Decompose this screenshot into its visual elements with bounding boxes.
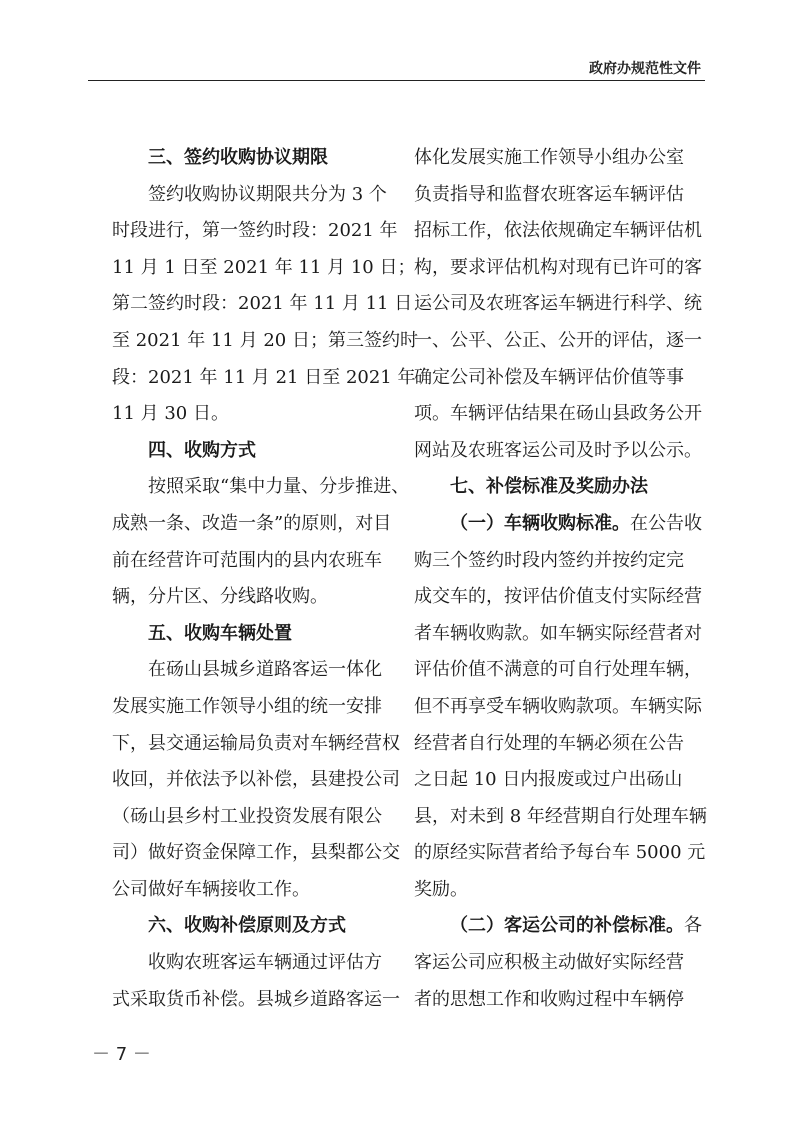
text-line (414, 360, 682, 397)
text-line (414, 250, 702, 287)
line-text: 四、收购方式 (148, 439, 256, 461)
text-line (414, 835, 706, 872)
line-text: 收购农班客运车辆通过评估方 (148, 952, 382, 974)
text-line (112, 982, 400, 1019)
line-text: 三、签约收购协议期限 (148, 147, 328, 168)
text-line (414, 762, 682, 799)
line-text: 五、收购车辆处置 (148, 622, 292, 644)
text-line (414, 177, 682, 214)
line-text: 一、公平、公正、公开的评估，逐一 (414, 329, 702, 351)
text-line (112, 579, 380, 616)
line-text: 者车辆收购款。如车辆实际经营者对 (414, 622, 702, 644)
line-text: 但不再享受车辆收购款项。车辆实际 (414, 695, 702, 717)
line-text: 的原经实际营者给予每台车 5000 元 (414, 842, 706, 864)
line-text: 各 (684, 915, 702, 937)
text-line (414, 433, 702, 470)
line-text: 签约收购协议期限共分为 3 个 (148, 183, 387, 205)
line-text: 县，对未到 8 年经营期自行处理车辆 (414, 805, 707, 827)
line-text: 发展实施工作领导小组的统一安排 (112, 695, 382, 717)
text-line (414, 286, 702, 323)
text-line (414, 396, 702, 433)
text-line (414, 140, 682, 177)
document-category-label: 政府办规范性文件 (589, 61, 701, 77)
line-text: 收回，并依法予以补偿，县建投公司 (112, 769, 400, 791)
text-line (414, 689, 702, 726)
right-text-column (414, 140, 707, 1018)
text-line (112, 177, 387, 214)
text-line (414, 543, 682, 580)
line-text: 客运公司应积极主动做好实际经营 (414, 952, 684, 974)
line-text: 体化发展实施工作领导小组办公室 (414, 147, 684, 168)
text-line (112, 323, 418, 360)
text-line (414, 726, 682, 763)
paragraph-lead: （二）客运公司的补偿标准。 (450, 915, 684, 937)
text-line (414, 982, 682, 1019)
line-text: 公司做好车辆接收工作。 (112, 878, 310, 900)
line-text: 者的思想工作和收购过程中车辆停 (414, 988, 684, 1010)
page-number: － 7 － (92, 1044, 151, 1065)
text-line (414, 616, 702, 653)
line-text: 成交车的，按评估价值支付实际经营 (414, 586, 702, 608)
section-heading (112, 433, 380, 470)
line-text: 11 月 1 日至 2021 年 11 月 10 日； (112, 256, 416, 278)
line-text: 在砀山县城乡道路客运一体化 (148, 659, 382, 681)
line-text: 下，县交通运输局负责对车辆经营权 (112, 732, 400, 754)
left-text-column (112, 140, 418, 1018)
line-text: 按照采取“集中力量、分步推进、 (148, 476, 410, 498)
line-text: 网站及农班客运公司及时予以公示。 (414, 439, 702, 461)
text-line (414, 579, 702, 616)
text-line (112, 652, 380, 689)
text-line (112, 396, 380, 433)
line-text: 在公告收 (630, 512, 702, 534)
line-text: 成熟一条、改造一条”的原则，对目 (112, 512, 392, 534)
line-text: 评估价值不满意的可自行处理车辆， (414, 659, 702, 681)
text-line (414, 506, 702, 543)
text-line (112, 469, 410, 506)
text-line (414, 945, 682, 982)
line-text: （砀山县乡村工业投资发展有限公 (112, 805, 382, 827)
line-text: 确定公司补偿及车辆评估价值等事 (414, 366, 684, 388)
line-text: 运公司及农班客运车辆进行科学、统 (414, 293, 702, 315)
text-line (112, 835, 400, 872)
line-text: 七、补偿标准及奖励办法 (450, 476, 648, 498)
section-heading (112, 616, 380, 653)
text-line (414, 323, 702, 360)
line-text: 至 2021 年 11 月 20 日；第三签约时 (112, 329, 418, 351)
line-text: 辆，分片区、分线路收购。 (112, 586, 328, 608)
header-rule (88, 80, 705, 81)
line-text: 第二签约时段：2021 年 11 月 11 日 (112, 293, 413, 315)
text-line (414, 908, 702, 945)
section-heading (112, 140, 380, 177)
text-line (112, 726, 400, 763)
text-line (112, 799, 380, 836)
text-line (112, 286, 413, 323)
text-line (112, 945, 380, 982)
line-text: 前在经营许可范围内的县内农班车 (112, 549, 382, 571)
line-text: 构，要求评估机构对现有已许可的客 (414, 256, 702, 278)
line-text: 11 月 30 日。 (112, 403, 229, 425)
line-text: 司）做好资金保障工作，县梨都公交 (112, 842, 400, 864)
section-heading (112, 908, 380, 945)
text-line (112, 872, 380, 909)
line-text: 经营者自行处理的车辆必须在公告 (414, 732, 684, 754)
text-line (112, 762, 400, 799)
line-text: 之日起 10 日内报废或过户出砀山 (414, 769, 683, 791)
text-line (414, 652, 702, 689)
text-line (112, 360, 416, 397)
line-text: 六、收购补偿原则及方式 (148, 915, 346, 937)
text-line (112, 543, 380, 580)
line-text: 负责指导和监督农班客运车辆评估 (414, 183, 684, 205)
text-line (112, 250, 416, 287)
line-text: 招标工作，依法依规确定车辆评估机 (414, 220, 702, 242)
text-line (112, 506, 392, 543)
text-line (414, 799, 707, 836)
line-text: 时段进行，第一签约时段：2021 年 (112, 220, 398, 242)
line-text: 式采取货币补偿。县城乡道路客运一 (112, 988, 400, 1010)
text-line (112, 689, 380, 726)
line-text: 奖励。 (414, 878, 468, 900)
paragraph-lead: （一）车辆收购标准。 (450, 512, 630, 534)
text-line (414, 872, 682, 909)
line-text: 段：2021 年 11 月 21 日至 2021 年 (112, 366, 416, 388)
text-line (112, 213, 398, 250)
line-text: 购三个签约时段内签约并按约定完 (414, 549, 684, 571)
line-text: 项。车辆评估结果在砀山县政务公开 (414, 403, 702, 425)
text-line (414, 213, 702, 250)
section-heading (414, 469, 682, 506)
